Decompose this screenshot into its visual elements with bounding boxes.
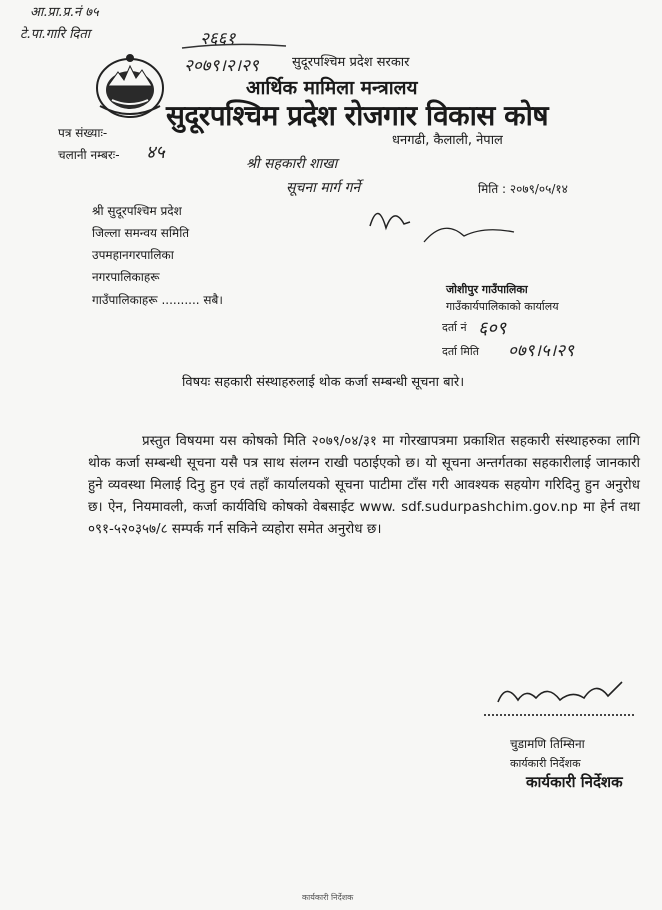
recipient-line: उपमहानगरपालिका — [92, 248, 174, 262]
handwritten-underline — [180, 40, 290, 52]
ministry-name: आर्थिक मामिला मन्त्रालय — [246, 77, 418, 99]
fund-name: सुदूरपश्चिम प्रदेश रोजगार विकास कोष — [166, 99, 549, 132]
executive-director-stamp: कार्यकारी निर्देशक — [526, 773, 623, 791]
bottom-stamp-text: कार्यकारी निर्देशक — [302, 893, 354, 902]
receipt-darta-miti-label: दर्ता मिति — [442, 345, 480, 358]
government-emblem-icon — [94, 52, 166, 120]
office-address: धनगढी, कैलाली, नेपाल — [392, 133, 503, 148]
forward-note-signature — [364, 196, 534, 256]
signatory-name: चुडामणि तिम्सिना — [510, 737, 585, 751]
recipient-line: गाउँपालिकाहरू .......... सबै। — [92, 293, 223, 307]
handwritten-note-top: आ.प्रा.प्र.नं ७५ — [30, 5, 99, 20]
receipt-darta-miti-value: ०७९।५।२९ — [508, 341, 574, 361]
receipt-darta-value: ६०९ — [478, 318, 507, 339]
handwritten-number: २६६१ — [200, 29, 236, 49]
receipt-stamp-title: जोशीपुर गाउँपालिका — [446, 283, 528, 296]
recipient-line: नगरपालिकाहरू — [92, 270, 160, 284]
signature-scribble — [492, 672, 632, 716]
government-name: सुदूरपश्चिम प्रदेश सरकार — [292, 55, 410, 70]
forward-note-line1: श्री सहकारी शाखा — [246, 156, 338, 172]
chalani-number-value: ४५ — [146, 142, 165, 163]
letter-subject: विषयः सहकारी संस्थाहरुलाई थोक कर्जा सम्बन्धी सूचना बारे। — [182, 375, 465, 390]
recipient-line: जिल्ला समन्वय समिति — [92, 226, 190, 240]
letter-body: प्रस्तुत विषयमा यस कोषको मिति २०७९/०४/३१ मा गोरखापत्रमा प्रकाशित सहकारी संस्थाहरुका लागि थोक कर्जा सम्बन्धी सूचना यसै पत्र साथ संलग्न राखी पठाईएको छ। यो सूचना अन्तर्गतका सहकारीलाई जानकारी हुने व्यवस्था मिलाई दिनु हुन एवं तहाँ कार्यालयको सूचना पाटीमा टाँस गरी आवश्यक सहयोग गरिदिनु हुन अनुरोध छ। ऐन, नियमावली, कर्जा कार्यविधि कोषको वेबसाईट www. sdf.sudurpashchim.gov.np मा हेर्न तथा ०९१-५२०३५७/८ सम्पर्क गर्न सकिने व्यहोरा समेत अनुरोध छ। — [88, 433, 640, 537]
signature-line — [484, 714, 634, 716]
letter-date: मिति : २०७९/०५/१४ — [478, 182, 568, 196]
handwritten-note-second: टे.पा.गारि दि‍‍ता — [20, 27, 91, 42]
chalani-number-label: चलानी नम्बरः- — [58, 148, 120, 162]
patra-sankhya-label: पत्र संख्याः- — [58, 126, 108, 140]
handwritten-date: २०७९।२।२९ — [184, 56, 259, 76]
recipient-line: श्री सुदूरपश्चिम प्रदेश — [92, 204, 182, 218]
receipt-stamp-office: गाउँकार्यपालिकाको कार्यालय — [446, 300, 559, 313]
forward-note-line2: सूचना मार्ग गर्ने — [286, 180, 361, 196]
signatory-title: कार्यकारी निर्देशक — [510, 757, 581, 770]
receipt-darta-label: दर्ता नं — [442, 321, 467, 334]
